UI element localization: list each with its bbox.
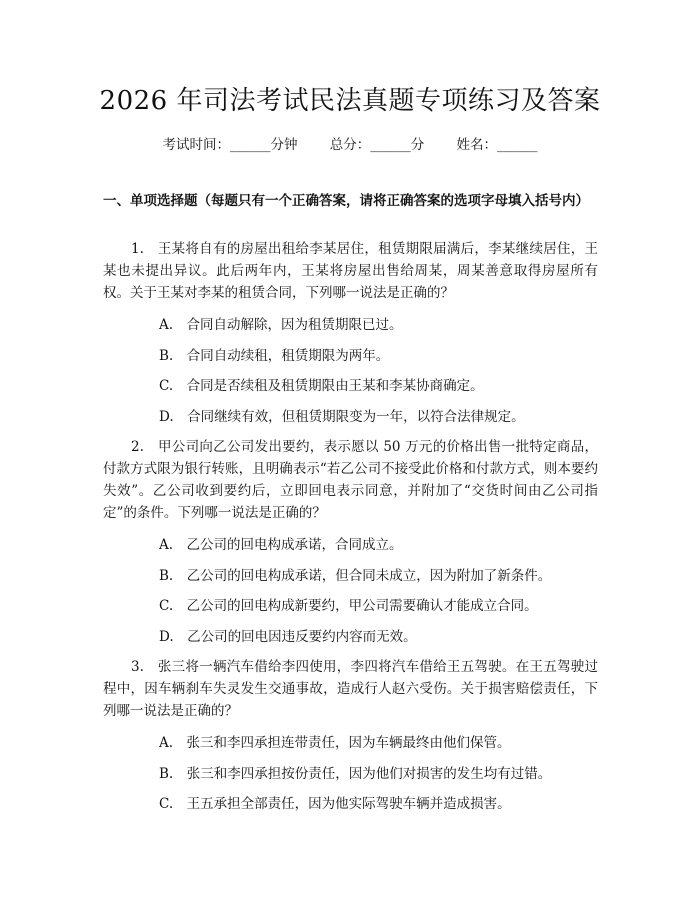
option-a: A. 乙公司的回电构成承诺，合同成立。 [159,537,403,553]
page-title: 2026 年司法考试民法真题专项练习及答案 [99,86,601,116]
question-stem: 3. 张三将一辆汽车借给李四使用，李四将汽车借给王五驾驶。在王五驾驶过程中，因车辆刹车失灵发生交通事故，造成行人赵六受伤。关于损害赔偿责任，下列哪一说法是正确的？ [103,659,598,719]
name-field: 姓名：______ [456,137,538,153]
option-a: A. 张三和李四承担连带责任，因为车辆最终由他们保管。 [159,735,511,751]
option-d: D. 合同继续有效，但租赁期限变为一年，以符合法律规定。 [159,408,525,425]
question-stem: 1. 王某将自有的房屋出租给李某居住，租赁期限届满后，李某继续居住，王某也未提出异议。此后两年内，王某将房屋出售给周某，周某善意取得房屋所有权。关于王某对李某的租赁合同，下列哪一说法是正确的？ [103,241,598,301]
option-b: B. 乙公司的回电构成承诺，但合同未成立，因为附加了新条件。 [159,567,552,584]
option-c: C. 王五承担全部责任，因为他实际驾驶车辆并造成损害。 [159,796,511,812]
total-score-field: 总分：______分 [329,137,425,153]
option-b: B. 张三和李四承担按份责任，因为他们对损害的发生均有过错。 [159,765,552,782]
option-b: B. 合同自动续租，租赁期限为两年。 [159,347,390,364]
option-c: C. 合同是否续租及租赁期限由王某和李某协商确定。 [159,378,484,394]
option-a: A. 合同自动解除，因为租赁期限已过。 [159,317,403,333]
question-3 [103,656,598,815]
option-d: D. 乙公司的回电因违反要约内容而无效。 [159,628,417,645]
section-heading: 一、单项选择题（每题只有一个正确答案，请将正确答案的选项字母填入括号内） [103,193,589,209]
question-list [103,238,598,824]
option-c: C. 乙公司的回电构成新要约，甲公司需要确认才能成立合同。 [159,598,538,614]
question-2 [103,436,598,648]
exam-meta [0,133,700,153]
exam-time-field: 考试时间：______分钟 [162,137,298,153]
question-stem: 2. 甲公司向乙公司发出要约，表示愿以 50 万元的价格出售一批特定商品，付款方式限为银行转账，且明确表示“若乙公司不接受此价格和付款方式，则本要约失效”。乙公司收到要约后，立即回电表示同意，并附加了“交货时间由乙公司指定”的条件。下列哪一说法是正确的？ [103,439,598,521]
question-1 [103,238,598,428]
